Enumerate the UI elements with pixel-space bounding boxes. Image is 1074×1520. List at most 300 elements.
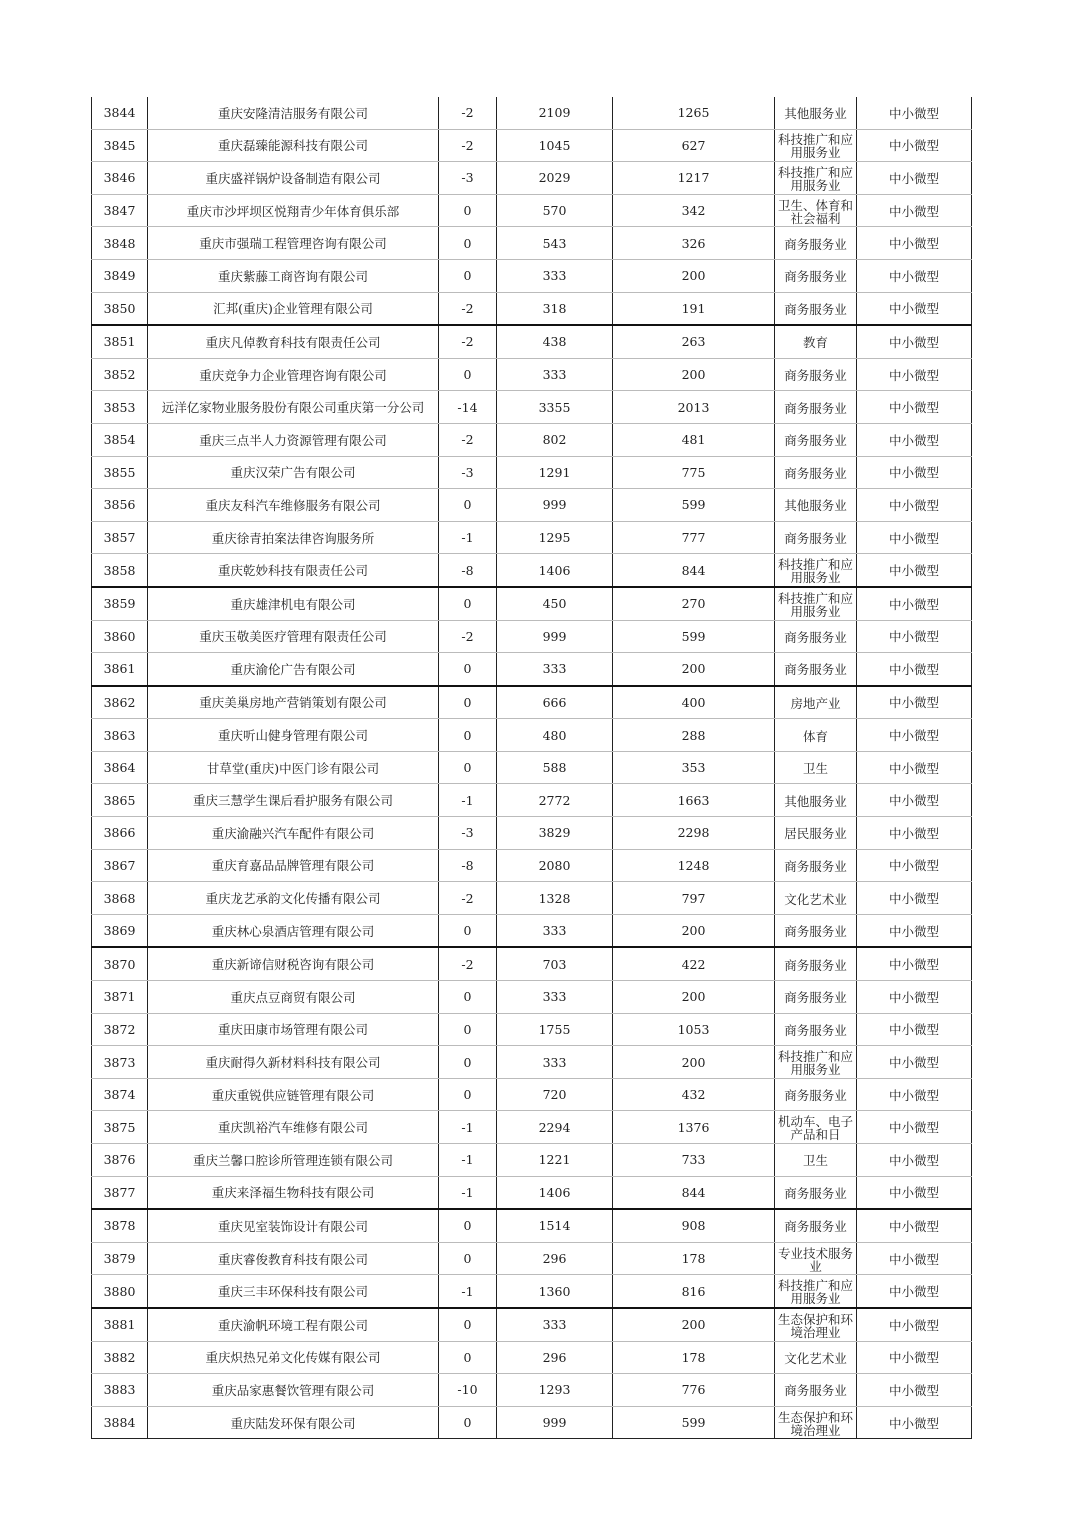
- value-a-cell: 333: [497, 981, 613, 1014]
- size-cell: 中小微型: [857, 686, 972, 719]
- value-a-cell: 333: [497, 914, 613, 947]
- change-cell: 0: [439, 914, 497, 947]
- value-b-cell: 1663: [613, 784, 775, 817]
- table-row: [92, 97, 972, 129]
- change-cell: -1: [439, 1275, 497, 1308]
- change-cell: -1: [439, 784, 497, 817]
- change-cell: 0: [439, 587, 497, 620]
- change-cell: -3: [439, 456, 497, 489]
- table-row: [92, 1046, 972, 1079]
- industry-cell: [775, 1209, 857, 1242]
- change-cell: 0: [439, 259, 497, 292]
- industry-cell: [775, 1341, 857, 1374]
- value-b-cell: 200: [613, 358, 775, 391]
- row-number-cell: 3878: [92, 1209, 148, 1242]
- size-cell: 中小微型: [857, 489, 972, 522]
- table-row: [92, 521, 972, 554]
- industry-text: 商务服务业: [784, 1219, 847, 1234]
- change-cell: 0: [439, 1046, 497, 1079]
- company-name-cell: 甘草堂(重庆)中医门诊有限公司: [148, 751, 439, 784]
- size-cell: 中小微型: [857, 587, 972, 620]
- change-cell: -2: [439, 882, 497, 915]
- row-number-cell: 3861: [92, 653, 148, 686]
- row-number-cell: 3871: [92, 981, 148, 1014]
- size-cell: 中小微型: [857, 849, 972, 882]
- size-cell: 中小微型: [857, 1111, 972, 1144]
- industry-cell: [775, 194, 857, 227]
- value-b-cell: 844: [613, 1176, 775, 1209]
- size-cell: 中小微型: [857, 751, 972, 784]
- industry-cell: [775, 489, 857, 522]
- table-row: [92, 325, 972, 358]
- company-name-cell: 重庆田康市场管理有限公司: [148, 1013, 439, 1046]
- row-number-cell: 3884: [92, 1406, 148, 1439]
- company-name-cell: 重庆汉荣广告有限公司: [148, 456, 439, 489]
- table-row: [92, 653, 972, 686]
- industry-text: 商务服务业: [784, 1022, 847, 1037]
- value-a-cell: 802: [497, 423, 613, 456]
- size-cell: 中小微型: [857, 1275, 972, 1308]
- industry-cell: [775, 1242, 857, 1275]
- change-cell: 0: [439, 1308, 497, 1341]
- company-name-cell: 重庆龙艺承韵文化传播有限公司: [148, 882, 439, 915]
- value-b-cell: 816: [613, 1275, 775, 1308]
- row-number-cell: 3864: [92, 751, 148, 784]
- company-name-cell: 重庆玉敬美医疗管理有限责任公司: [148, 620, 439, 653]
- table-row: [92, 1275, 972, 1308]
- value-b-cell: 200: [613, 1046, 775, 1079]
- change-cell: -8: [439, 849, 497, 882]
- change-cell: -2: [439, 423, 497, 456]
- industry-cell: [775, 1374, 857, 1407]
- industry-text: 机动车、电子产品和日: [777, 1114, 853, 1142]
- industry-cell: [775, 259, 857, 292]
- industry-cell: [775, 1046, 857, 1079]
- company-name-cell: 重庆耐得久新材料科技有限公司: [148, 1046, 439, 1079]
- company-name-cell: 重庆听山健身管理有限公司: [148, 719, 439, 752]
- change-cell: 0: [439, 751, 497, 784]
- value-b-cell: 178: [613, 1242, 775, 1275]
- row-number-cell: 3860: [92, 620, 148, 653]
- company-name-cell: 重庆友科汽车维修服务有限公司: [148, 489, 439, 522]
- table-row: [92, 1013, 972, 1046]
- company-name-cell: 重庆雄津机电有限公司: [148, 587, 439, 620]
- value-a-cell: 296: [497, 1242, 613, 1275]
- company-name-cell: 重庆陆发环保有限公司: [148, 1406, 439, 1439]
- change-cell: -2: [439, 947, 497, 980]
- industry-text: 生态保护和环境治理业: [777, 1311, 853, 1339]
- industry-text: 商务服务业: [784, 269, 847, 284]
- size-cell: 中小微型: [857, 784, 972, 817]
- change-cell: 0: [439, 686, 497, 719]
- company-name-cell: 重庆盛祥锅炉设备制造有限公司: [148, 162, 439, 195]
- size-cell: 中小微型: [857, 358, 972, 391]
- industry-text: 科技推广和应用服务业: [777, 164, 853, 192]
- change-cell: -10: [439, 1374, 497, 1407]
- industry-cell: [775, 292, 857, 325]
- industry-text: 商务服务业: [784, 465, 847, 480]
- value-a-cell: 570: [497, 194, 613, 227]
- value-b-cell: 422: [613, 947, 775, 980]
- row-number-cell: 3849: [92, 259, 148, 292]
- change-cell: -1: [439, 1176, 497, 1209]
- value-a-cell: 1755: [497, 1013, 613, 1046]
- company-name-cell: 重庆凯裕汽车维修有限公司: [148, 1111, 439, 1144]
- row-number-cell: 3880: [92, 1275, 148, 1308]
- company-name-cell: 重庆渝伦广告有限公司: [148, 653, 439, 686]
- change-cell: 0: [439, 719, 497, 752]
- table-row: [92, 489, 972, 522]
- value-a-cell: 2294: [497, 1111, 613, 1144]
- row-number-cell: 3868: [92, 882, 148, 915]
- value-a-cell: 480: [497, 719, 613, 752]
- industry-text: 科技推广和应用服务业: [777, 132, 853, 160]
- table-row: [92, 1374, 972, 1407]
- value-a-cell: 438: [497, 325, 613, 358]
- value-b-cell: 432: [613, 1078, 775, 1111]
- industry-text: 商务服务业: [784, 1088, 847, 1103]
- row-number-cell: 3865: [92, 784, 148, 817]
- value-a-cell: 3829: [497, 817, 613, 850]
- table-row: [92, 849, 972, 882]
- value-a-cell: 1295: [497, 521, 613, 554]
- industry-cell: [775, 391, 857, 424]
- size-cell: 中小微型: [857, 1013, 972, 1046]
- company-name-cell: 重庆点豆商贸有限公司: [148, 981, 439, 1014]
- industry-cell: [775, 1144, 857, 1177]
- change-cell: -2: [439, 292, 497, 325]
- company-name-cell: 重庆乾妙科技有限责任公司: [148, 554, 439, 587]
- change-cell: -1: [439, 521, 497, 554]
- change-cell: -2: [439, 129, 497, 162]
- value-a-cell: 703: [497, 947, 613, 980]
- size-cell: 中小微型: [857, 1406, 972, 1439]
- value-b-cell: 627: [613, 129, 775, 162]
- row-number-cell: 3873: [92, 1046, 148, 1079]
- industry-text: 文化艺术业: [784, 1350, 847, 1365]
- value-b-cell: 1248: [613, 849, 775, 882]
- size-cell: 中小微型: [857, 521, 972, 554]
- table-row: [92, 1308, 972, 1341]
- industry-cell: [775, 849, 857, 882]
- row-number-cell: 3857: [92, 521, 148, 554]
- company-name-cell: 重庆凡倬教育科技有限责任公司: [148, 325, 439, 358]
- change-cell: -3: [439, 162, 497, 195]
- industry-cell: [775, 1275, 857, 1308]
- industry-cell: [775, 423, 857, 456]
- value-a-cell: 1406: [497, 1176, 613, 1209]
- row-number-cell: 3851: [92, 325, 148, 358]
- value-a-cell: 3355: [497, 391, 613, 424]
- value-a-cell: 588: [497, 751, 613, 784]
- value-a-cell: 1291: [497, 456, 613, 489]
- row-number-cell: 3866: [92, 817, 148, 850]
- industry-text: 科技推广和应用服务业: [777, 1049, 853, 1077]
- value-a-cell: 296: [497, 1341, 613, 1374]
- table-row: [92, 1209, 972, 1242]
- size-cell: 中小微型: [857, 1078, 972, 1111]
- industry-text: 文化艺术业: [784, 891, 847, 906]
- size-cell: 中小微型: [857, 1242, 972, 1275]
- table-row: [92, 587, 972, 620]
- industry-cell: [775, 686, 857, 719]
- value-b-cell: 908: [613, 1209, 775, 1242]
- table-row: [92, 1406, 972, 1439]
- row-number-cell: 3863: [92, 719, 148, 752]
- change-cell: -14: [439, 391, 497, 424]
- value-b-cell: 844: [613, 554, 775, 587]
- size-cell: 中小微型: [857, 456, 972, 489]
- size-cell: 中小微型: [857, 947, 972, 980]
- row-number-cell: 3875: [92, 1111, 148, 1144]
- value-b-cell: 326: [613, 227, 775, 260]
- company-name-cell: 重庆睿俊教育科技有限公司: [148, 1242, 439, 1275]
- row-number-cell: 3846: [92, 162, 148, 195]
- industry-cell: [775, 97, 857, 129]
- row-number-cell: 3874: [92, 1078, 148, 1111]
- table-row: [92, 817, 972, 850]
- value-b-cell: 353: [613, 751, 775, 784]
- size-cell: 中小微型: [857, 719, 972, 752]
- value-b-cell: 481: [613, 423, 775, 456]
- row-number-cell: 3870: [92, 947, 148, 980]
- company-name-cell: 重庆三慧学生课后看护服务有限公司: [148, 784, 439, 817]
- size-cell: 中小微型: [857, 1308, 972, 1341]
- table-row: [92, 1078, 972, 1111]
- value-a-cell: 450: [497, 587, 613, 620]
- company-name-cell: 重庆市强瑞工程管理咨询有限公司: [148, 227, 439, 260]
- value-b-cell: 342: [613, 194, 775, 227]
- size-cell: 中小微型: [857, 620, 972, 653]
- value-b-cell: 200: [613, 1308, 775, 1341]
- row-number-cell: 3847: [92, 194, 148, 227]
- company-name-cell: 重庆品家惠餐饮管理有限公司: [148, 1374, 439, 1407]
- value-a-cell: 333: [497, 1308, 613, 1341]
- industry-cell: [775, 1111, 857, 1144]
- size-cell: 中小微型: [857, 227, 972, 260]
- industry-cell: [775, 456, 857, 489]
- industry-cell: [775, 129, 857, 162]
- company-name-cell: 重庆重锐供应链管理有限公司: [148, 1078, 439, 1111]
- size-cell: 中小微型: [857, 259, 972, 292]
- company-name-cell: 重庆炽热兄弟文化传媒有限公司: [148, 1341, 439, 1374]
- table-row: [92, 259, 972, 292]
- size-cell: 中小微型: [857, 817, 972, 850]
- size-cell: 中小微型: [857, 194, 972, 227]
- size-cell: 中小微型: [857, 1341, 972, 1374]
- industry-text: 居民服务业: [784, 826, 847, 841]
- value-a-cell: 2772: [497, 784, 613, 817]
- table-row: [92, 1144, 972, 1177]
- industry-text: 房地产业: [790, 695, 841, 710]
- value-b-cell: 775: [613, 456, 775, 489]
- industry-cell: [775, 817, 857, 850]
- industry-text: 其他服务业: [784, 793, 847, 808]
- industry-cell: [775, 1013, 857, 1046]
- size-cell: 中小微型: [857, 1176, 972, 1209]
- size-cell: 中小微型: [857, 162, 972, 195]
- company-name-cell: 重庆三点半人力资源管理有限公司: [148, 423, 439, 456]
- value-a-cell: 543: [497, 227, 613, 260]
- industry-cell: [775, 751, 857, 784]
- row-number-cell: 3844: [92, 97, 148, 129]
- table-row: [92, 981, 972, 1014]
- value-b-cell: 200: [613, 653, 775, 686]
- industry-cell: [775, 947, 857, 980]
- value-b-cell: 797: [613, 882, 775, 915]
- company-name-cell: 重庆竞争力企业管理咨询有限公司: [148, 358, 439, 391]
- row-number-cell: 3872: [92, 1013, 148, 1046]
- value-a-cell: 1045: [497, 129, 613, 162]
- table-row: [92, 162, 972, 195]
- change-cell: -1: [439, 1144, 497, 1177]
- value-a-cell: 999: [497, 620, 613, 653]
- row-number-cell: 3879: [92, 1242, 148, 1275]
- value-a-cell: 720: [497, 1078, 613, 1111]
- table-row: [92, 129, 972, 162]
- industry-cell: [775, 521, 857, 554]
- industry-text: 商务服务业: [784, 236, 847, 251]
- value-b-cell: 777: [613, 521, 775, 554]
- row-number-cell: 3853: [92, 391, 148, 424]
- size-cell: 中小微型: [857, 1046, 972, 1079]
- value-a-cell: 999: [497, 489, 613, 522]
- table-row: [92, 686, 972, 719]
- row-number-cell: 3848: [92, 227, 148, 260]
- industry-text: 商务服务业: [784, 858, 847, 873]
- value-a-cell: 1360: [497, 1275, 613, 1308]
- value-a-cell: 1514: [497, 1209, 613, 1242]
- value-b-cell: 599: [613, 620, 775, 653]
- change-cell: -2: [439, 97, 497, 129]
- industry-text: 商务服务业: [784, 368, 847, 383]
- company-name-cell: 重庆美巢房地产营销策划有限公司: [148, 686, 439, 719]
- row-number-cell: 3869: [92, 914, 148, 947]
- table-row: [92, 456, 972, 489]
- table-row: [92, 1111, 972, 1144]
- size-cell: 中小微型: [857, 391, 972, 424]
- size-cell: 中小微型: [857, 423, 972, 456]
- industry-cell: [775, 587, 857, 620]
- company-name-cell: 重庆林心泉酒店管理有限公司: [148, 914, 439, 947]
- value-a-cell: 666: [497, 686, 613, 719]
- company-table: [91, 97, 972, 1439]
- table-row: [92, 914, 972, 947]
- company-name-cell: 重庆磊臻能源科技有限公司: [148, 129, 439, 162]
- company-name-cell: 重庆兰馨口腔诊所管理连锁有限公司: [148, 1144, 439, 1177]
- table-row: [92, 554, 972, 587]
- industry-text: 商务服务业: [784, 990, 847, 1005]
- row-number-cell: 3876: [92, 1144, 148, 1177]
- company-name-cell: 重庆渝帆环境工程有限公司: [148, 1308, 439, 1341]
- row-number-cell: 3858: [92, 554, 148, 587]
- value-b-cell: 200: [613, 981, 775, 1014]
- industry-text: 专业技术服务业: [777, 1245, 853, 1273]
- row-number-cell: 3883: [92, 1374, 148, 1407]
- industry-cell: [775, 653, 857, 686]
- industry-text: 生态保护和环境治理业: [777, 1409, 853, 1437]
- change-cell: -2: [439, 620, 497, 653]
- value-b-cell: 1217: [613, 162, 775, 195]
- industry-text: 商务服务业: [784, 957, 847, 972]
- industry-text: 教育: [802, 335, 828, 350]
- industry-text: 商务服务业: [784, 629, 847, 644]
- size-cell: 中小微型: [857, 1144, 972, 1177]
- table-row: [92, 194, 972, 227]
- industry-cell: [775, 719, 857, 752]
- industry-text: 科技推广和应用服务业: [777, 590, 853, 618]
- industry-text: 商务服务业: [784, 1383, 847, 1398]
- industry-cell: [775, 882, 857, 915]
- table-row: [92, 391, 972, 424]
- value-a-cell: 2109: [497, 97, 613, 129]
- value-b-cell: 1053: [613, 1013, 775, 1046]
- industry-text: 商务服务业: [784, 1185, 847, 1200]
- row-number-cell: 3859: [92, 587, 148, 620]
- table-row: [92, 227, 972, 260]
- size-cell: 中小微型: [857, 1209, 972, 1242]
- size-cell: 中小微型: [857, 97, 972, 129]
- industry-text: 卫生: [802, 761, 828, 776]
- row-number-cell: 3881: [92, 1308, 148, 1341]
- value-b-cell: 270: [613, 587, 775, 620]
- value-a-cell: 1293: [497, 1374, 613, 1407]
- company-name-cell: 重庆新谛信财税咨询有限公司: [148, 947, 439, 980]
- value-a-cell: 999: [497, 1406, 613, 1439]
- value-a-cell: 318: [497, 292, 613, 325]
- industry-text: 科技推广和应用服务业: [777, 1278, 853, 1306]
- change-cell: 0: [439, 194, 497, 227]
- industry-text: 商务服务业: [784, 433, 847, 448]
- value-a-cell: 333: [497, 653, 613, 686]
- size-cell: 中小微型: [857, 914, 972, 947]
- change-cell: 0: [439, 1242, 497, 1275]
- value-a-cell: 1406: [497, 554, 613, 587]
- industry-cell: [775, 554, 857, 587]
- value-b-cell: 2298: [613, 817, 775, 850]
- change-cell: -8: [439, 554, 497, 587]
- row-number-cell: 3850: [92, 292, 148, 325]
- industry-cell: [775, 162, 857, 195]
- row-number-cell: 3867: [92, 849, 148, 882]
- table-row: [92, 882, 972, 915]
- change-cell: 0: [439, 981, 497, 1014]
- company-name-cell: 重庆见室装饰设计有限公司: [148, 1209, 439, 1242]
- company-name-cell: 重庆紫藤工商咨询有限公司: [148, 259, 439, 292]
- value-a-cell: 333: [497, 358, 613, 391]
- value-b-cell: 776: [613, 1374, 775, 1407]
- company-name-cell: 重庆三丰环保科技有限公司: [148, 1275, 439, 1308]
- change-cell: 0: [439, 358, 497, 391]
- change-cell: -2: [439, 325, 497, 358]
- change-cell: 0: [439, 1341, 497, 1374]
- value-b-cell: 2013: [613, 391, 775, 424]
- size-cell: 中小微型: [857, 554, 972, 587]
- size-cell: 中小微型: [857, 129, 972, 162]
- row-number-cell: 3855: [92, 456, 148, 489]
- table-body: [92, 97, 972, 1439]
- size-cell: 中小微型: [857, 325, 972, 358]
- change-cell: 0: [439, 653, 497, 686]
- industry-text: 商务服务业: [784, 531, 847, 546]
- value-b-cell: 178: [613, 1341, 775, 1374]
- size-cell: 中小微型: [857, 1374, 972, 1407]
- value-b-cell: 200: [613, 914, 775, 947]
- row-number-cell: 3882: [92, 1341, 148, 1374]
- value-b-cell: 599: [613, 1406, 775, 1439]
- table-row: [92, 423, 972, 456]
- industry-text: 商务服务业: [784, 662, 847, 677]
